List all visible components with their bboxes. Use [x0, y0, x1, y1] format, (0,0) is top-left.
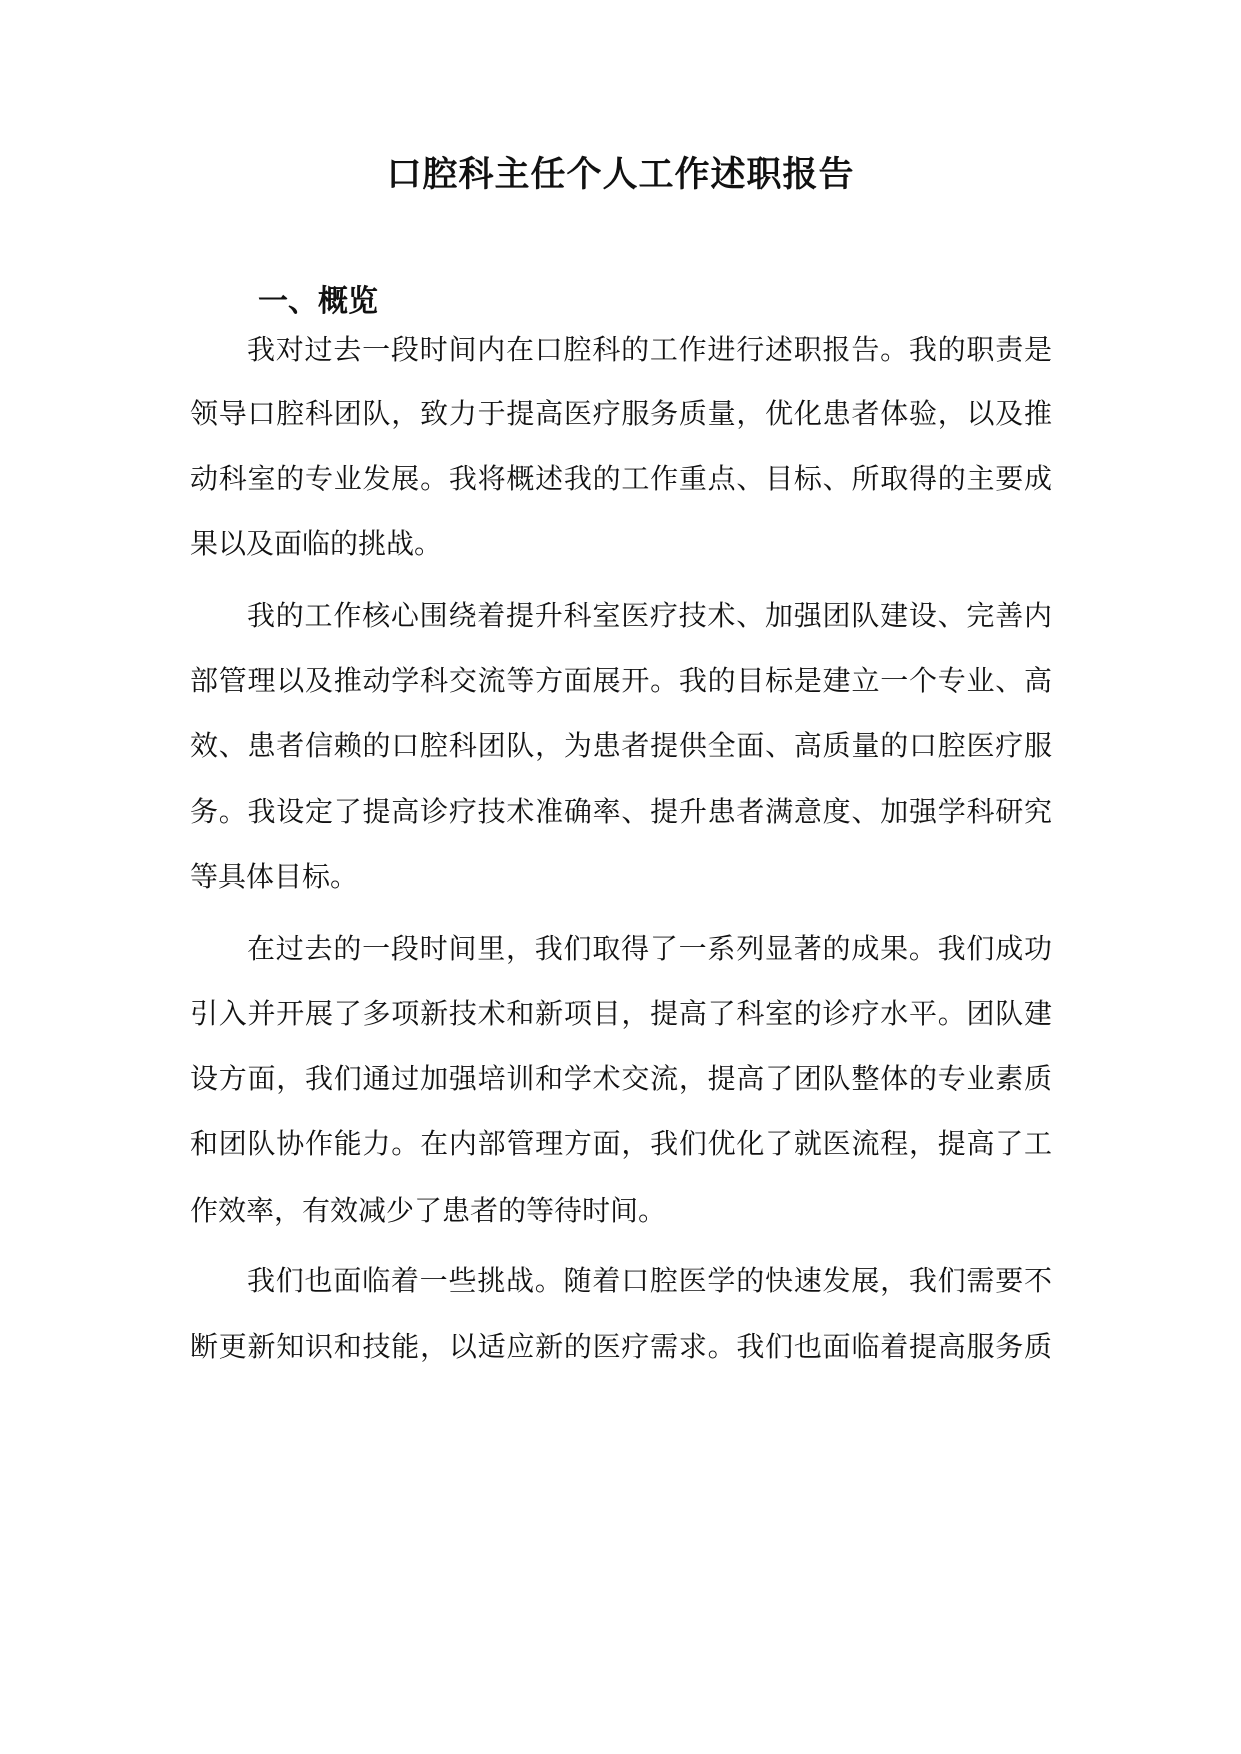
paragraph-2-line-5: 等具体目标。 — [190, 860, 359, 893]
paragraph-1-line-4: 果以及面临的挑战。 — [190, 527, 443, 560]
paragraph-4-line-2: 断更新知识和技能，以适应新的医疗需求。我们也面临着提高服务质 — [190, 1330, 1052, 1363]
document-title: 口腔科主任个人工作述职报告 — [386, 154, 855, 195]
paragraph-3-line-1: 在过去的一段时间里，我们取得了一系列显著的成果。我们成功 — [247, 932, 1052, 965]
paragraph-1-line-2: 领导口腔科团队，致力于提高医疗服务质量，优化患者体验，以及推 — [190, 397, 1052, 430]
paragraph-1-line-1: 我对过去一段时间内在口腔科的工作进行述职报告。我的职责是 — [247, 333, 1052, 366]
paragraph-1-line-3: 动科室的专业发展。我将概述我的工作重点、目标、所取得的主要成 — [190, 462, 1052, 495]
paragraph-3-line-5: 作效率，有效减少了患者的等待时间。 — [190, 1194, 667, 1227]
paragraph-3-line-2: 引入并开展了多项新技术和新项目，提高了科室的诊疗水平。团队建 — [190, 997, 1052, 1030]
paragraph-3-line-4: 和团队协作能力。在内部管理方面，我们优化了就医流程，提高了工 — [190, 1127, 1052, 1160]
paragraph-2-line-4: 务。我设定了提高诊疗技术准确率、提升患者满意度、加强学科研究 — [190, 795, 1052, 828]
paragraph-4-line-1: 我们也面临着一些挑战。随着口腔医学的快速发展，我们需要不 — [247, 1264, 1052, 1297]
paragraph-2-line-2: 部管理以及推动学科交流等方面展开。我的目标是建立一个专业、高 — [190, 664, 1052, 697]
paragraph-3-line-3: 设方面，我们通过加强培训和学术交流，提高了团队整体的专业素质 — [190, 1062, 1052, 1095]
paragraph-2-line-1: 我的工作核心围绕着提升科室医疗技术、加强团队建设、完善内 — [247, 599, 1052, 632]
section-heading: 一、概览 — [258, 284, 378, 319]
paragraph-2-line-3: 效、患者信赖的口腔科团队，为患者提供全面、高质量的口腔医疗服 — [190, 729, 1052, 762]
